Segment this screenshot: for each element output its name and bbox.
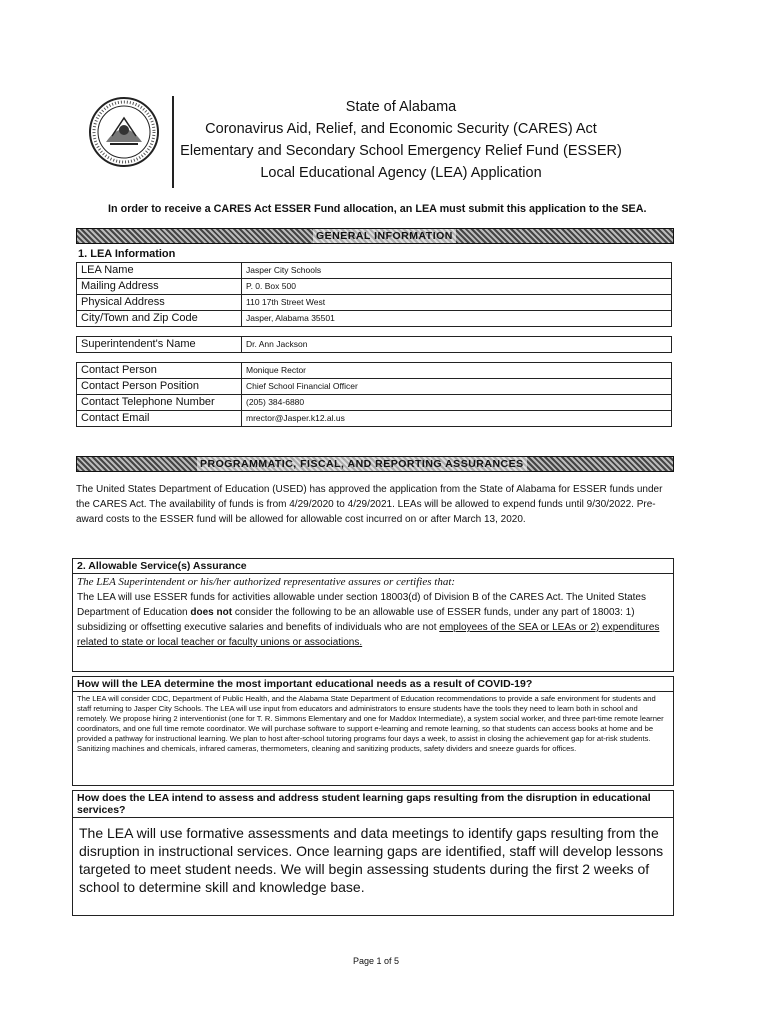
table-row [77,395,672,411]
assurances-label: PROGRAMMATIC, FISCAL, AND REPORTING ASSURANCES [197,457,527,471]
field-value: Jasper City Schools [242,263,672,279]
certification-statement: The LEA Superintendent or his/her authorized representative assures or certifies that: [77,576,456,588]
field-label: Contact Person [77,363,242,379]
educational-needs-section [72,676,674,786]
header-act: Coronavirus Aid, Relief, and Economic Security (CARES) Act [205,121,597,137]
page-number: Page 1 of 5 [353,956,400,966]
field-label: Contact Person Position [77,379,242,395]
used-approval-paragraph: The United States Department of Education (USED) has approved the application from the State of Alabama for ESSER funds under the CARES Act. The availability of funds is from 4/29/2020 to 4/29/2021. LEAs will be allowed to expend funds until 9/30/2022. Pre-award costs to the ESSER fund will be allowed for allowable cost incurred on or after March 13, 2020. [76,484,663,525]
learning-gaps-section [72,790,674,916]
field-label: Contact Email [77,411,242,427]
header-state: State of Alabama [345,99,457,115]
assurance-underlined: employees of the SEA or LEAs or 2) expenditures related to state or local teacher or faculty unions or associations. [77,622,660,648]
table-row [77,379,672,395]
general-information-banner [76,228,674,244]
table-row [77,311,672,327]
header-divider [172,96,174,188]
field-value: (205) 384-6880 [242,395,672,411]
state-seal-icon [88,96,160,168]
field-label: City/Town and Zip Code [77,311,242,327]
table-row [77,263,672,279]
assurance-text-part-a: The LEA will use ESSER funds for activities allowable under section 18003(d) of Division B of the CARES Act. The United States Department of Education [77,592,646,618]
field-value: Monique Rector [242,363,672,379]
section-title: 2. Allowable Service(s) Assurance [73,559,673,574]
field-value: mrector@Jasper.k12.al.us [242,411,672,427]
lea-information-table [76,262,672,427]
assurances-banner [76,456,674,472]
table-row [77,295,672,311]
table-row [77,279,672,295]
table-row [77,363,672,379]
general-information-label: GENERAL INFORMATION [313,229,456,243]
does-not-emphasis: does not [190,607,233,618]
field-value: Dr. Ann Jackson [242,337,672,353]
table-row [77,337,672,353]
section-title: How does the LEA intend to assess and address student learning gaps resulting from the disruption in educational services? [73,791,673,818]
educational-needs-response: The LEA will consider CDC, Department of Public Health, and the Alabama State Department of Education recommendations to provide a safe environment for students and staff returning to Jasper City Schools. The LEA will use input from educators and administrators to ensure students have the tools they need to learn both in school and remotely. We propose hiring 2 interventionist (one for T. R. Simmons Elementary and one for Maddox Intermediate), a system social worker, and three part-time remote learner coordinators, and one full time remote coordinator. We will purchase software to support e-learning and remote learning, so that students can access books at home and be provided a pathway for instructional learning. We plan to host after-school tutoring programs four days a week, to assist in closing the achievement gap for at-risk students. Sanitizing machines and chemicals, infrared cameras, thermometers, cleaning and sanitizing products, safety dividers and sneeze guards for offices. [77,694,664,753]
learning-gaps-response: The LEA will use formative assessments and data meetings to identify gaps resulting from the disruption in instructional services. Once learning gaps are identified, staff will develop lessons targeted to meet student needs. We will begin assessing students during the first 2 weeks of school to determine skill and knowledge base. [79,825,664,895]
submission-notice: In order to receive a CARES Act ESSER Fund allocation, an LEA must submit this application to the SEA. [108,203,647,215]
field-label: LEA Name [77,263,242,279]
assurance-text-part-b: consider the following to be an allowable use of ESSER funds, under any part of 18003: 1) subsidizing or offsetting executive salaries and benefits of individuals who are not [77,607,635,633]
table-row [77,411,672,427]
lea-information-title: 1. LEA Information [78,248,176,260]
field-label: Physical Address [77,295,242,311]
document-header [176,96,626,184]
field-value: Chief School Financial Officer [242,379,672,395]
allowable-services-section [72,558,674,672]
field-value: 110 17th Street West [242,295,672,311]
header-application: Local Educational Agency (LEA) Application [260,165,542,181]
field-label: Superintendent's Name [77,337,242,353]
field-value: P. 0. Box 500 [242,279,672,295]
field-label: Mailing Address [77,279,242,295]
section-title: How will the LEA determine the most important educational needs as a result of COVID-19? [73,677,673,692]
table-spacer [77,327,672,337]
field-label: Contact Telephone Number [77,395,242,411]
header-fund: Elementary and Secondary School Emergency Relief Fund (ESSER) [180,143,622,159]
table-spacer [77,353,672,363]
field-value: Jasper, Alabama 35501 [242,311,672,327]
assurance-text [73,590,673,650]
